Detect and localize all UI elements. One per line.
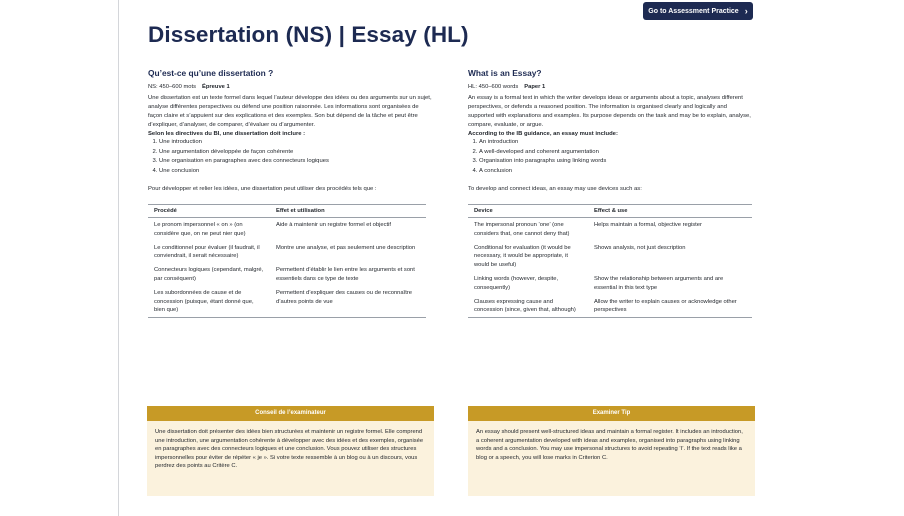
list-item: 2. A well-developed and coherent argumentation	[479, 148, 752, 158]
list-item: 3. Une organisation en paragraphes avec des connecteurs logiques	[159, 157, 432, 167]
table-row	[148, 241, 426, 264]
table-row	[148, 218, 426, 241]
list-item: 1. An introduction	[479, 138, 752, 148]
table-cell: Les subordonnées de cause et de concession (puisque, étant donné que, bien que)	[148, 286, 270, 318]
french-paper: Épreuve 1	[202, 84, 230, 90]
french-devices-table	[148, 204, 426, 318]
list-item: 4. A conclusion	[479, 167, 752, 177]
french-examiner-tip	[147, 406, 434, 496]
french-tip-title: Conseil de l’examinateur	[147, 406, 434, 421]
french-word-count: NS: 450–600 mots	[148, 84, 197, 90]
list-item: 3. Organisation into paragraphs using linking words	[479, 157, 752, 167]
table-cell: Le conditionnel pour évaluer (il faudrait, il conviendrait, il serait nécessaire)	[154, 244, 260, 260]
table-cell: Le pronom impersonnel « on » (on considère que, on ne peut nier que)	[154, 222, 246, 237]
english-meta	[468, 84, 752, 90]
table-header-row	[148, 205, 426, 218]
table-cell: Allow the writer to explain causes or acknowledge other perspectives	[588, 295, 752, 318]
table-row	[148, 286, 426, 318]
table-cell: Connecteurs logiques (cependant, malgré, par conséquent)	[154, 267, 264, 282]
english-paper: Paper 1	[524, 84, 546, 90]
table-header-row	[468, 205, 752, 218]
table-row	[468, 241, 752, 272]
french-requirements-list	[148, 138, 432, 176]
page-title: Dissertation (NS) | Essay (HL)	[148, 22, 469, 47]
table-row	[468, 272, 752, 295]
french-intro: Une dissertation est un texte formel dans lequel l’auteur développe des idées ou des arguments sur un sujet, analyse différentes perspectives ou défend une position raisonnée. Les informations sont organisées de façon claire et s’appuient sur des explications et des exemples. Son but dépend de la tâche et peut être d’expliquer, d’analyser, de comparer, d’évaluer ou d’argumenter.	[148, 95, 432, 128]
english-intro: An essay is a formal text in which the writer develops ideas or arguments about a topic, analyses different perspectives, or defends a reasoned position. The information is organised clearly and logically and supported with explanations and examples. Its purpose depends on the task and may be to explain, analyse, compare, evaluate, or argue.	[468, 95, 751, 128]
list-item: 2. Une argumentation développée de façon cohérente	[159, 148, 432, 158]
english-heading: What is an Essay?	[468, 68, 542, 78]
english-tip-title: Examiner Tip	[468, 406, 755, 421]
table-cell: The impersonal pronoun ‘one’ (one considers that, one cannot deny that)	[474, 222, 570, 237]
english-devices-table	[468, 204, 752, 318]
table-cell: Helps maintain a formal, objective register	[594, 222, 702, 228]
table-cell: Conditional for evaluation (it would be necessary, it would be appropriate, it would be useful)	[474, 244, 571, 269]
french-tip-body: Une dissertation doit présenter des idées bien structurées et maintenir un registre formel. Elle comprend une introduction, une argumentation cohérente à développer avec des idées et des exemples, organisée en paragraphes avec des connecteurs logiques et une conclusion. Vous pouvez utiliser des structures impersonnelles pour éviter de répéter « je ». Si votre texte ressemble à un blog ou à un discours, vous perdrez des points au Critère C.	[155, 429, 424, 470]
list-item: 1. Une introduction	[159, 138, 432, 148]
english-devices-lead: To develop and connect ideas, an essay may use devices such as:	[468, 186, 642, 192]
table-row	[468, 295, 752, 318]
table-cell: Show the relationship between arguments and are essential in this text type	[594, 275, 724, 291]
table-row	[148, 263, 426, 286]
table-cell: Permettent d’établir le lien entre les arguments et sont essentiels dans ce type de texte	[276, 267, 415, 282]
table-row	[468, 218, 752, 241]
table-cell: Aide à maintenir un registre formel et objectif	[276, 222, 392, 228]
assessment-practice-label: Go to Assessment Practice	[648, 7, 739, 15]
table-cell: Shows analysis, not just description	[594, 244, 686, 251]
column-header: Effect & use	[588, 205, 752, 218]
french-guidance: Selon les directives du BI, une dissertation doit inclure :	[148, 131, 306, 137]
table-cell: Linking words (however, despite, consequently)	[474, 275, 559, 291]
table-cell: Permettent d’expliquer des causes ou de reconnaître d’autres points de vue	[270, 286, 426, 318]
english-word-count: HL: 450–600 words	[468, 84, 519, 90]
english-column	[468, 68, 752, 318]
english-tip-body: An essay should present well-structured ideas and maintain a formal register. It includes an introduction, a coherent argumentation developed with ideas and examples, organised into paragraphs using linking words and a conclusion. You may use impersonal structures to avoid repeating ‘I’. If the text reads like a blog or a speech, you will lose marks in Criterion C.	[476, 429, 743, 461]
english-requirements-list	[468, 138, 752, 176]
assessment-practice-button[interactable]	[643, 2, 753, 20]
list-item: 4. Une conclusion	[159, 167, 432, 177]
english-guidance: According to the IB guidance, an essay must include:	[468, 131, 618, 137]
table-cell: Clauses expressing cause and concession (since, given that, although)	[468, 295, 588, 318]
french-meta	[148, 84, 432, 90]
french-heading: Qu’est-ce qu’une dissertation ?	[148, 68, 274, 78]
french-column	[148, 68, 432, 318]
column-header: Procédé	[148, 205, 270, 218]
french-devices-lead: Pour développer et relier les idées, une dissertation peut utiliser des procédés tels que :	[148, 186, 377, 192]
column-header: Device	[468, 205, 588, 218]
chevron-right-icon: ›	[744, 5, 748, 16]
english-examiner-tip	[468, 406, 755, 496]
left-border	[118, 0, 119, 516]
table-cell: Montre une analyse, et pas seulement une description	[276, 244, 416, 251]
column-header: Effet et utilisation	[270, 205, 426, 218]
